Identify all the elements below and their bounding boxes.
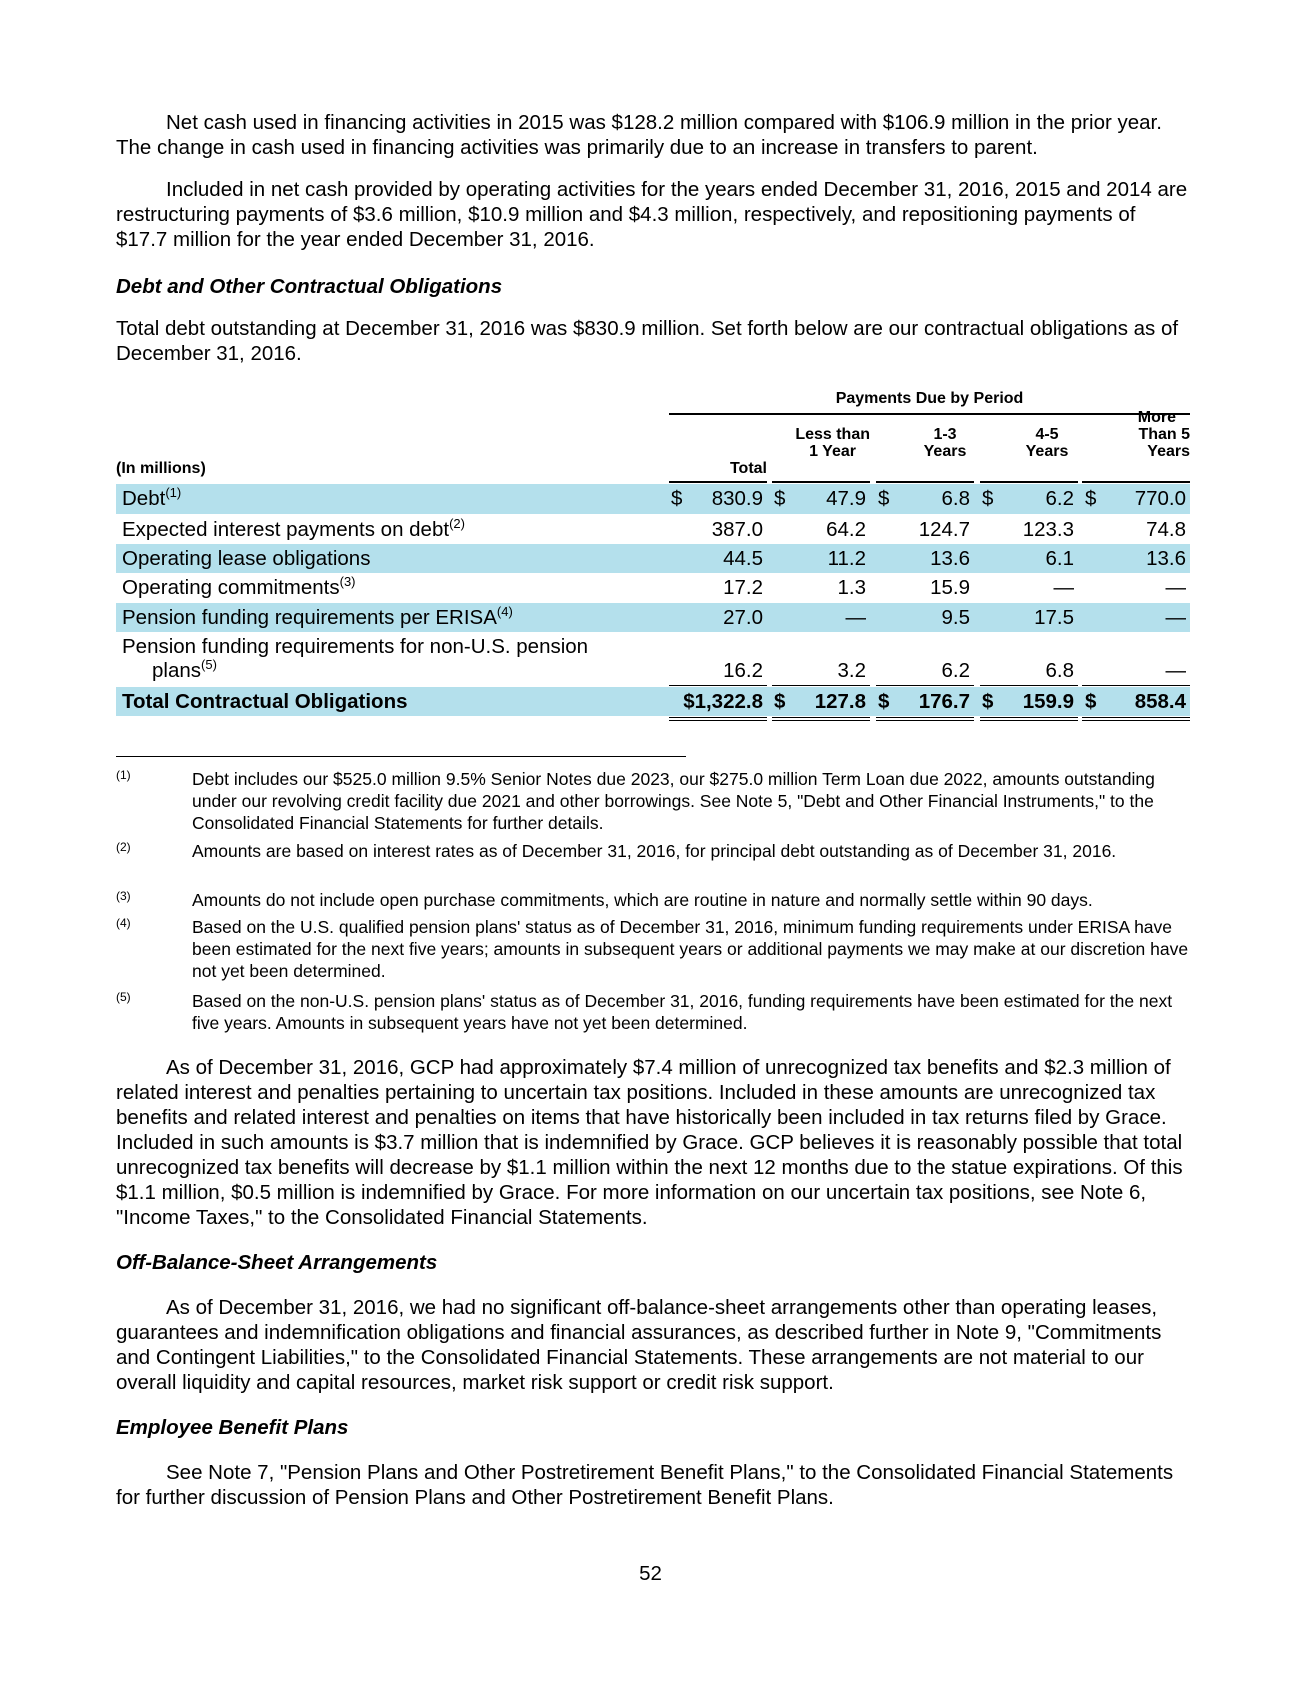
paragraph-financing: Net cash used in financing activities in 2015 was $128.2 million compared with $106.9 million in the prior year. The change in cash used in financing activities was primarily due to an increase in transfers to parent.: [116, 111, 1162, 159]
col-header-4-5: 4-5 Years: [1025, 426, 1069, 460]
col-header-label: (In millions): [116, 460, 206, 477]
paragraph-benefit-plans: See Note 7, "Pension Plans and Other Postretirement Benefit Plans," to the Consolidated Financial Statements for further discussion of Pension Plans and Other Postretirement Benefit Plans.: [116, 1461, 1174, 1509]
col-header-1-3: 1-3 Years: [923, 426, 967, 460]
section-title-off-balance: Off-Balance-Sheet Arrangements: [116, 1251, 438, 1274]
footnote-4: (4) Based on the U.S. qualified pension plans' status as of December 31, 2016, minimum funding requirements under ERISA have been estimated for the next five years; amounts in subsequent years or additional payments we may make at our discretion have not yet been determined.: [116, 916, 1189, 981]
footnote-2: (2) Amounts are based on interest rates as of December 31, 2016, for principal debt outstanding as of December 31, 2016.: [116, 840, 1117, 861]
section-title-debt: Debt and Other Contractual Obligations: [116, 275, 503, 298]
table-row-debt: Debt$^{(1)}$ $ 830.9 $ 47.9 $ 6.8 $ 6.2 $ 770.0: [116, 484, 1190, 514]
table-row-operating-lease: Operating lease obligations 44.5 11.2 13.6 6.1 13.6: [116, 544, 1190, 573]
footnote-5: (5) Based on the non-U.S. pension plans' status as of December 31, 2016, funding requirements have been estimated for the next five years. Amounts in subsequent years have not yet been determined.: [116, 990, 1173, 1033]
paragraph-tax-benefits: As of December 31, 2016, GCP had approximately $7.4 million of unrecognized tax benefits and $2.3 million of related interest and penalties pertaining to uncertain tax positions. Included in these amounts are unrecognized tax benefits and related interest and penalties on items that have historically been included in tax returns filed by Grace. Included in such amounts is $3.7 million that is indemnified by Grace. GCP believes it is reasonably possible that total unrecognized tax benefits will decrease by $1.1 million within the next 12 months due to the statue expirations. Of this $1.1 million, $0.5 million is indemnified by Grace. For more information on our uncertain tax positions, see Note 6, "Income Taxes," to the Consolidated Financial Statements.: [116, 1056, 1183, 1229]
footnote-rule: [116, 756, 686, 757]
footnote-3: (3) Amounts do not include open purchase commitments, which are routine in nature and normally settle within 90 days.: [116, 889, 1093, 910]
paragraph-total-debt: Total debt outstanding at December 31, 2016 was $830.9 million. Set forth below are our contractual obligations as of December 31, 2016.: [116, 317, 1179, 365]
col-header-lt1: Less than 1 Year: [795, 426, 870, 460]
col-header-gt5: More Than 5 Years: [1137, 409, 1190, 460]
period-header: Payments Due by Period: [835, 390, 1024, 407]
table-row-pension-erisa: Pension funding requirements per ERISA$^{(4)}$ 27.0 — 9.5 17.5 —: [116, 603, 1190, 632]
contractual-obligations-table: [116, 390, 1190, 760]
table-row-pension-non-us: Pension funding requirements for non-U.S. pension plans$^{(5)}$ 16.2 3.2 6.2 6.8 —: [122, 635, 1186, 682]
paragraph-restructuring: Included in net cash provided by operating activities for the years ended December 31, 2016, 2015 and 2014 are restructuring payments of $3.6 million, $10.9 million and $4.3 million, respectively, and repositioning payments of $17.7 million for the year ended December 31, 2016.: [116, 178, 1188, 251]
table-row-operating-commitments: Operating commitments$^{(3)}$ 17.2 1.3 15.9 — —: [122, 574, 1186, 599]
page-bottom: [116, 1055, 1190, 1510]
footnote-1: (1) Debt includes our $525.0 million 9.5% Senior Notes due 2023, our $275.0 million Term Loan due 2022, amounts outstanding under our revolving credit facility due 2021 and other borrowings. See Note 5, "Debt and Other Financial Instruments," to the Consolidated Financial Statements for further details.: [116, 768, 1155, 833]
paragraph-off-balance: As of December 31, 2016, we had no significant off-balance-sheet arrangements other than operating leases, guarantees and indemnification obligations and financial assurances, as described further in Note 9, "Commitments and Contingent Liabilities," to the Consolidated Financial Statements. These arrangements are not material to our overall liquidity and capital resources, market risk support or credit risk support.: [116, 1296, 1162, 1394]
page-top: [116, 110, 1190, 760]
table-row-interest: Expected interest payments on debt$^{(2)}$ 387.0 64.2 124.7 123.3 74.8: [122, 516, 1186, 541]
col-header-total: Total: [729, 460, 767, 477]
page-number: 52: [639, 1562, 662, 1585]
section-title-benefit-plans: Employee Benefit Plans: [116, 1416, 349, 1439]
table-row-total: Total Contractual Obligations $1,322.8 $ 127.8 $ 176.7 $ 159.9 $ 858.4: [116, 687, 1190, 716]
